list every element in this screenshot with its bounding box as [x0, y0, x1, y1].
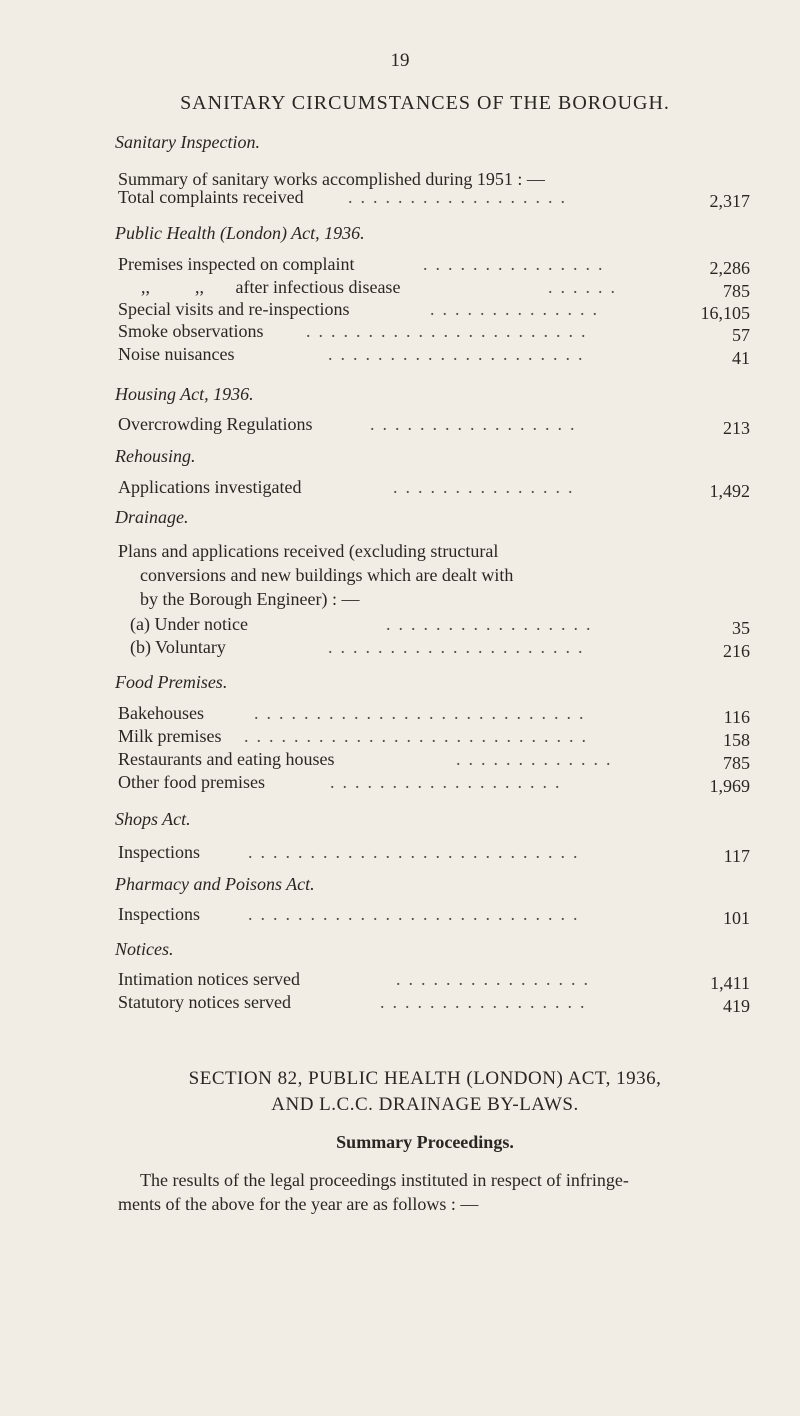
leader-dots: .....................	[328, 344, 591, 364]
heading-housing-act: Housing Act, 1936.	[115, 384, 254, 404]
row-value: 35	[732, 618, 750, 638]
row-restaurants	[118, 749, 750, 773]
row-value: 57	[732, 325, 750, 345]
row-value: 213	[723, 418, 750, 438]
row-premises-complaint	[118, 254, 750, 278]
row-value: 2,286	[709, 258, 750, 278]
row-label: Milk premises	[118, 726, 222, 746]
leader-dots: .....................	[328, 637, 591, 657]
row-value: 785	[723, 281, 750, 301]
page-title: SANITARY CIRCUMSTANCES OF THE BOROUGH.	[180, 92, 670, 114]
leader-dots: ...........................	[248, 842, 586, 862]
heading-rehousing: Rehousing.	[115, 446, 196, 466]
leader-dots: .............	[456, 749, 619, 769]
row-smoke-observations	[118, 321, 750, 345]
leader-dots: ...............	[393, 477, 581, 497]
row-special-visits	[118, 299, 750, 323]
heading-sanitary-inspection: Sanitary Inspection.	[115, 132, 260, 152]
row-value: 101	[723, 908, 750, 928]
drainage-paragraph-line-2: conversions and new buildings which are dealt with	[140, 565, 514, 585]
row-label: Special visits and re-inspections	[118, 299, 350, 319]
row-value: 216	[723, 641, 750, 661]
leader-dots: ...............	[423, 254, 611, 274]
row-intimation-notices	[118, 969, 750, 993]
row-shops-inspections	[118, 842, 750, 866]
drainage-paragraph-line-3: by the Borough Engineer) : —	[140, 589, 360, 609]
drainage-paragraph-line-1: Plans and applications received (excluding structural	[118, 541, 499, 561]
leader-dots: ...................	[330, 772, 568, 792]
leader-dots: ................	[396, 969, 596, 989]
row-label: Noise nuisances	[118, 344, 235, 364]
row-label: Premises inspected on complaint	[118, 254, 355, 274]
row-overcrowding	[118, 414, 750, 438]
row-value: 117	[723, 846, 750, 866]
row-value: 41	[732, 348, 750, 368]
heading-notices: Notices.	[115, 939, 174, 959]
row-label: Intimation notices served	[118, 969, 300, 989]
row-infectious-disease	[118, 277, 750, 301]
leader-dots: ..............	[430, 299, 605, 319]
row-label: Restaurants and eating houses	[118, 749, 335, 769]
row-under-notice	[118, 614, 750, 638]
row-label: (a) Under notice	[130, 614, 248, 634]
leader-dots: .......................	[306, 321, 594, 341]
section-82-title-line-1: SECTION 82, PUBLIC HEALTH (LONDON) ACT, 1936,	[188, 1068, 662, 1089]
heading-public-health: Public Health (London) Act, 1936.	[115, 223, 365, 243]
row-label: ,, ,, after infectious disease	[141, 277, 401, 297]
row-label: Bakehouses	[118, 703, 204, 723]
row-total-complaints	[118, 187, 750, 211]
row-pharmacy-inspections	[118, 904, 750, 928]
leader-dots: ............................	[244, 726, 594, 746]
row-value: 1,411	[710, 973, 750, 993]
heading-drainage: Drainage.	[115, 507, 189, 527]
row-applications-investigated	[118, 477, 750, 501]
row-value: 2,317	[709, 191, 750, 211]
row-label: Overcrowding Regulations	[118, 414, 313, 434]
row-value: 785	[723, 753, 750, 773]
page-number: 19	[390, 50, 410, 71]
row-value: 1,492	[709, 481, 750, 501]
section-82-paragraph-line-1: The results of the legal proceedings instituted in respect of infringe-	[140, 1170, 629, 1190]
leader-dots: .................	[370, 414, 583, 434]
row-value: 116	[723, 707, 750, 727]
heading-shops-act: Shops Act.	[115, 809, 191, 829]
row-statutory-notices	[118, 992, 750, 1016]
leader-dots: ...........................	[254, 703, 592, 723]
heading-food-premises: Food Premises.	[115, 672, 228, 692]
row-milk-premises	[118, 726, 750, 750]
leader-dots: ...........................	[248, 904, 586, 924]
row-label: Statutory notices served	[118, 992, 291, 1012]
section-82-title-line-2: AND L.C.C. DRAINAGE BY-LAWS.	[271, 1094, 579, 1115]
leader-dots: ......	[548, 277, 623, 297]
section-82-paragraph-line-2: ments of the above for the year are as follows : —	[118, 1194, 479, 1214]
leader-dots: .................	[386, 614, 599, 634]
row-voluntary	[118, 637, 750, 661]
row-label: Smoke observations	[118, 321, 264, 341]
row-noise-nuisances	[118, 344, 750, 368]
leader-dots: ..................	[348, 187, 573, 207]
row-label: Applications investigated	[118, 477, 302, 497]
row-label: Total complaints received	[118, 187, 304, 207]
summary-intro: Summary of sanitary works accomplished during 1951 : —	[118, 169, 545, 189]
row-label: Inspections	[118, 842, 200, 862]
row-value: 1,969	[709, 776, 750, 796]
row-value: 16,105	[700, 303, 750, 323]
heading-pharmacy-act: Pharmacy and Poisons Act.	[115, 874, 315, 894]
row-value: 158	[723, 730, 750, 750]
row-value: 419	[723, 996, 750, 1016]
row-label: Inspections	[118, 904, 200, 924]
row-label: Other food premises	[118, 772, 265, 792]
row-bakehouses	[118, 703, 750, 727]
leader-dots: .................	[380, 992, 593, 1012]
section-82-subtitle: Summary Proceedings.	[336, 1132, 514, 1152]
row-other-food-premises	[118, 772, 750, 796]
row-label: (b) Voluntary	[130, 637, 226, 657]
